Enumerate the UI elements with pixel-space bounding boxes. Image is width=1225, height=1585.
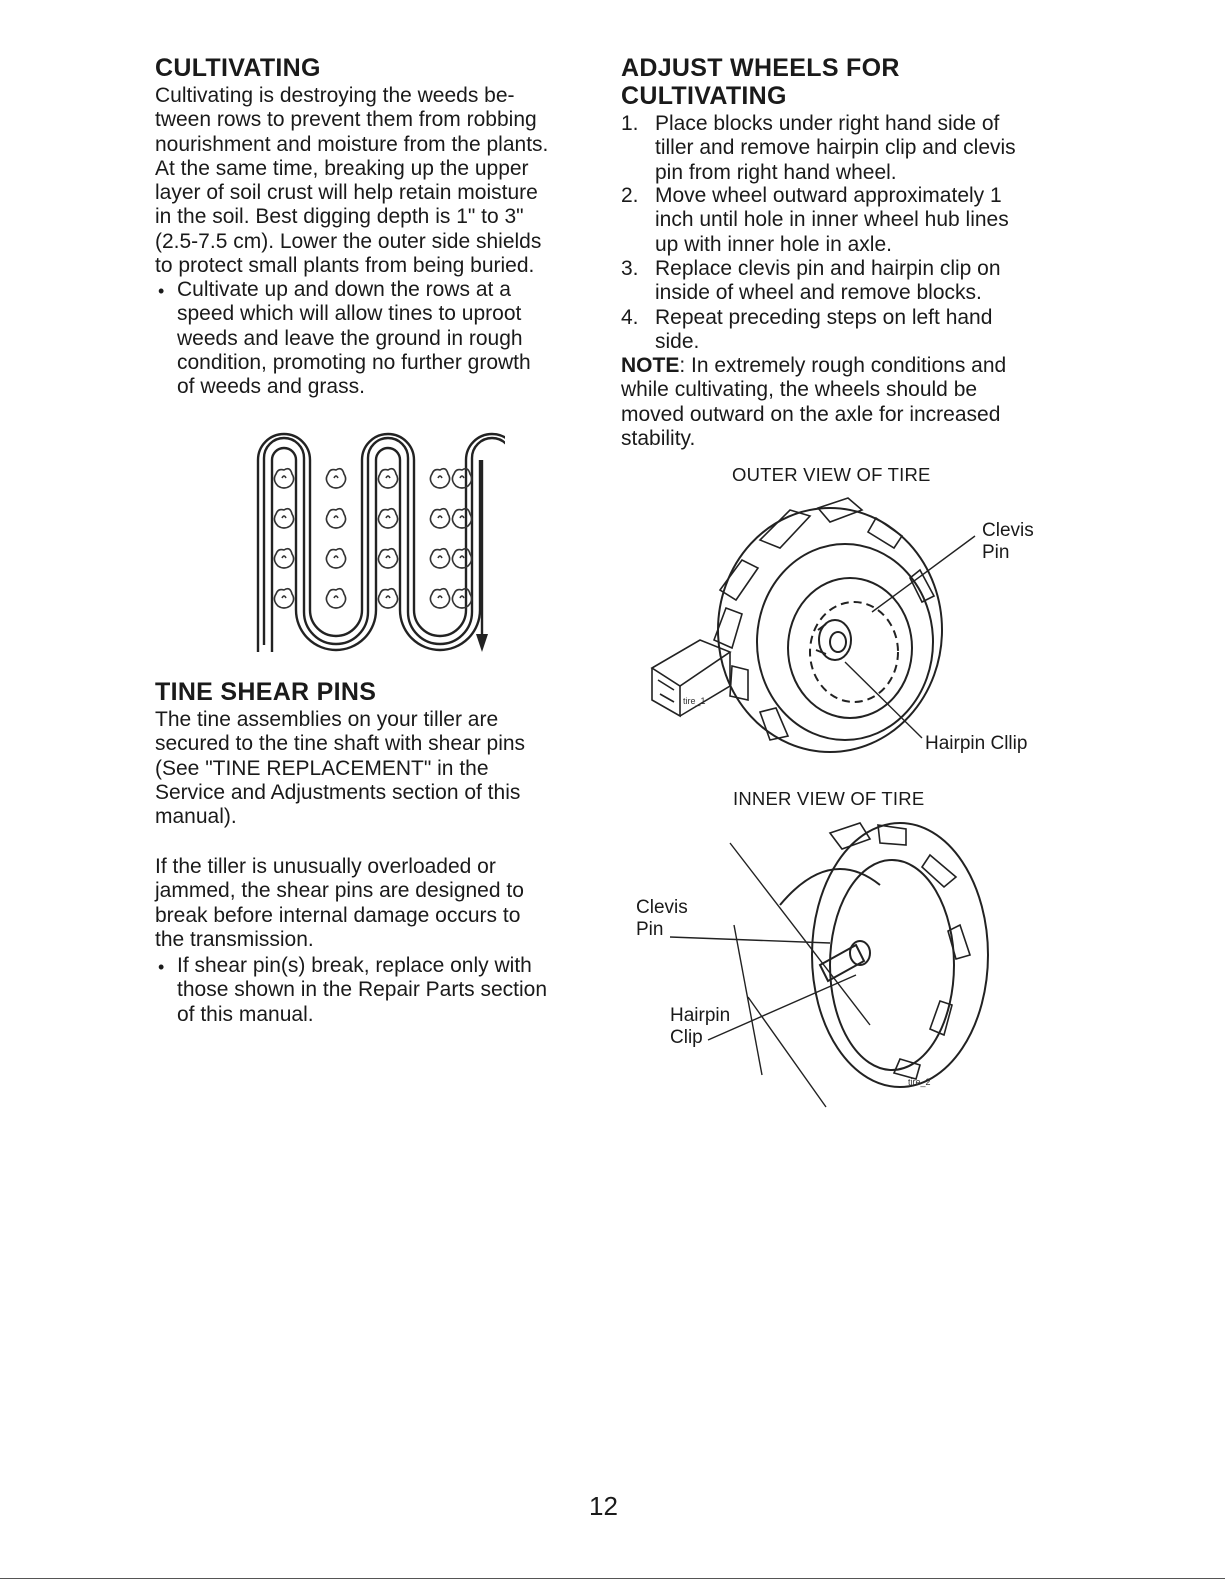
step-number: 3. [621, 257, 639, 280]
step-text: Place blocks under right hand side of tiller and remove hairpin clip and clevis pin from right hand wheel. [655, 112, 1016, 184]
shear-pins-bullet-text: If shear pin(s) break, replace only with those shown in the Repair Parts section of this manual. [177, 954, 548, 1026]
figure-caption-outer: OUTER VIEW OF TIRE [732, 464, 931, 485]
adjust-wheels-heading: ADJUST WHEELS FOR CULTIVATING [621, 54, 900, 110]
plant-icon [452, 549, 471, 568]
cultivating-heading: CULTIVATING [155, 54, 321, 82]
plant-icon [274, 549, 293, 568]
step-text: Repeat preceding steps on left hand side. [655, 306, 993, 354]
step-text: Move wheel outward approximately 1 inch until hole in inner wheel hub lines up with inner hole in axle. [655, 184, 1009, 256]
cultivating-bullet-text: Cultivate up and down the rows at a speed which will allow tines to uproot weeds and leave the ground in rough condition, promoting no further growth of weeds and grass. [177, 278, 531, 399]
plant-icon [326, 549, 345, 568]
hairpin-clip-label: Hairpin Clip [670, 1005, 731, 1048]
plant-icon [452, 509, 471, 528]
plant-icon [452, 469, 471, 488]
bullet-icon: • [158, 281, 165, 301]
page-number: 12 [589, 1491, 618, 1521]
plant-icon [430, 509, 449, 528]
plant-icon [378, 469, 397, 488]
note [621, 354, 1071, 451]
plant-icon [326, 469, 345, 488]
plant-icon [326, 589, 345, 608]
cultivating-body: Cultivating is destroying the weeds be- tween rows to prevent them from robbing nourishment and moisture from the plants. At the same time, breaking up the upper layer of soil crust will help retain moisture in the soil. Best digging depth is 1" to 3" (2.5-7.5 cm). Lower the outer side shields to protect small plants from being buried. [155, 84, 549, 278]
bullet-icon: • [158, 957, 165, 977]
step-number: 2. [621, 184, 639, 207]
step-number: 4. [621, 306, 639, 329]
note-text: : In extremely rough conditions and while cultivating, the wheels should be moved outward on the axle for increased stability. [621, 354, 1007, 450]
plant-icon [430, 549, 449, 568]
figure-caption-inner: INNER VIEW OF TIRE [733, 788, 925, 809]
inner-tire-illustration [630, 815, 1000, 1105]
hairpin-clip-label: Hairpin Cllip [925, 733, 1028, 754]
page-bottom-rule [0, 1578, 1225, 1579]
plant-icon [274, 509, 293, 528]
clevis-pin-label: Clevis Pin [982, 520, 1034, 563]
plant-icon [430, 589, 449, 608]
plant-icon [326, 509, 345, 528]
step-number: 1. [621, 112, 639, 135]
plant-icon [452, 589, 471, 608]
plant-icon [430, 469, 449, 488]
tine-shear-pins-heading: TINE SHEAR PINS [155, 678, 377, 706]
plant-icon [274, 469, 293, 488]
figure-id-label: tire_1 [683, 696, 706, 706]
clevis-pin-label: Clevis Pin [636, 897, 688, 940]
plant-icon [378, 549, 397, 568]
plant-icon [274, 589, 293, 608]
note-label: NOTE [621, 354, 680, 377]
step-text: Replace clevis pin and hairpin clip on inside of wheel and remove blocks. [655, 257, 1001, 305]
shear-pins-body-1: The tine assemblies on your tiller are secured to the tine shaft with shear pins (See "TINE REPLACEMENT" in the Service and Adjustments section of this manual). [155, 708, 526, 829]
plant-rows [250, 420, 500, 665]
outer-tire-illustration [640, 490, 960, 760]
shear-pins-body-2: If the tiller is unusually overloaded or jammed, the shear pins are designed to break before internal damage occurs to the transmission. [155, 855, 524, 951]
figure-id-label: tire_2 [908, 1077, 931, 1087]
plant-icon [378, 589, 397, 608]
plant-icon [378, 509, 397, 528]
